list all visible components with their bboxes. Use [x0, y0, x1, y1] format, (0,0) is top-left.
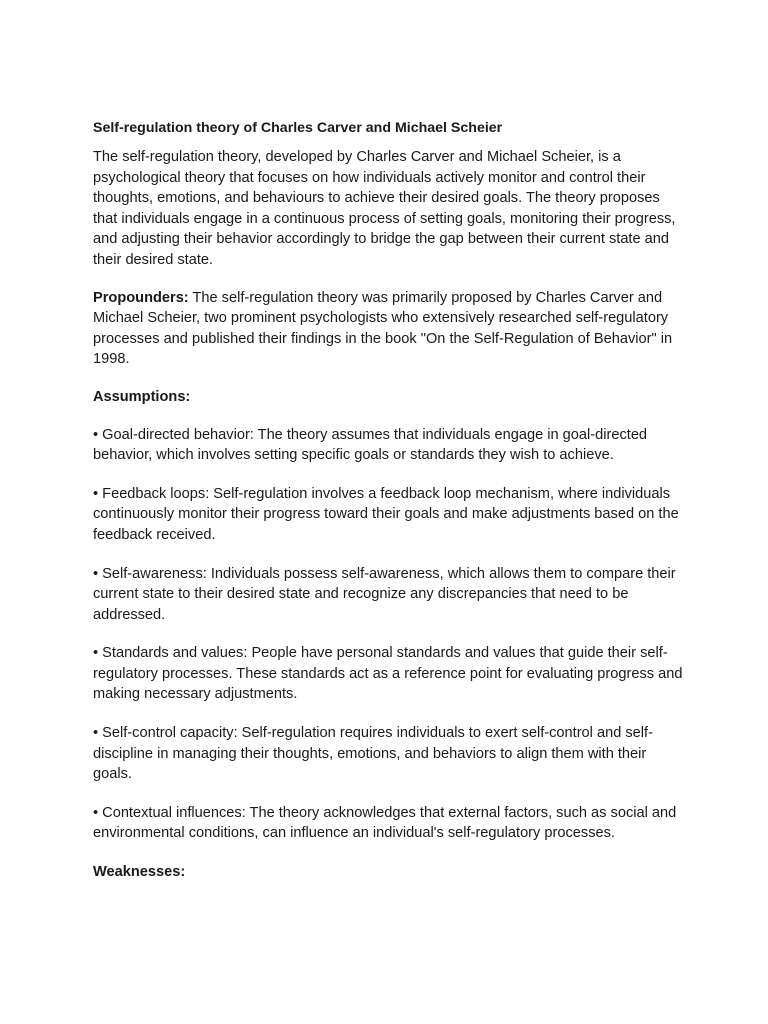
propounders-label: Propounders:	[93, 289, 189, 306]
assumption-item: • Goal-directed behavior: The theory assumes that individuals engage in goal-directed behavior, which involves setting specific goals or standards they wish to achieve.	[93, 426, 648, 464]
propounders-text: The self-regulation theory was primarily proposed by Charles Carver and Michael Scheier, two prominent psychologists who extensively researched self-regulatory processes and published their findings in the book "On the Self-Regulation of Behavior" in 1998.	[93, 289, 673, 368]
assumption-item: • Contextual influences: The theory acknowledges that external factors, such as social and environmental conditions, can influence an individual's self-regulatory processes.	[93, 804, 677, 842]
assumption-item: • Standards and values: People have personal standards and values that guide their self-regulatory processes. These standards act as a reference point for evaluating progress and making necessary adjustments.	[93, 645, 683, 703]
propounders-paragraph	[93, 288, 683, 370]
weaknesses-heading: Weaknesses:	[93, 864, 186, 881]
assumption-item: • Self-awareness: Individuals possess self-awareness, which allows them to compare their current state to their desired state and recognize any discrepancies that need to be addressed.	[93, 565, 676, 623]
intro-paragraph: The self-regulation theory, developed by Charles Carver and Michael Scheier, is a psychological theory that focuses on how individuals actively monitor and control their thoughts, emotions, and behaviours to achieve their desired goals. The theory proposes that individuals engage in a continuous process of setting goals, monitoring their progress, and adjusting their behavior accordingly to bridge the gap between their current state and their desired state.	[93, 149, 676, 268]
document-title: Self-regulation theory of Charles Carver and Michael Scheier	[93, 120, 503, 136]
document-page	[93, 118, 683, 900]
assumption-item: • Self-control capacity: Self-regulation requires individuals to exert self-control and self-discipline in managing their thoughts, emotions, and behaviors to align them with their goals.	[93, 725, 653, 783]
assumption-item: • Feedback loops: Self-regulation involves a feedback loop mechanism, where individuals continuously monitor their progress toward their goals and make adjustments based on the feedback received.	[93, 485, 679, 543]
assumptions-heading: Assumptions:	[93, 388, 191, 405]
